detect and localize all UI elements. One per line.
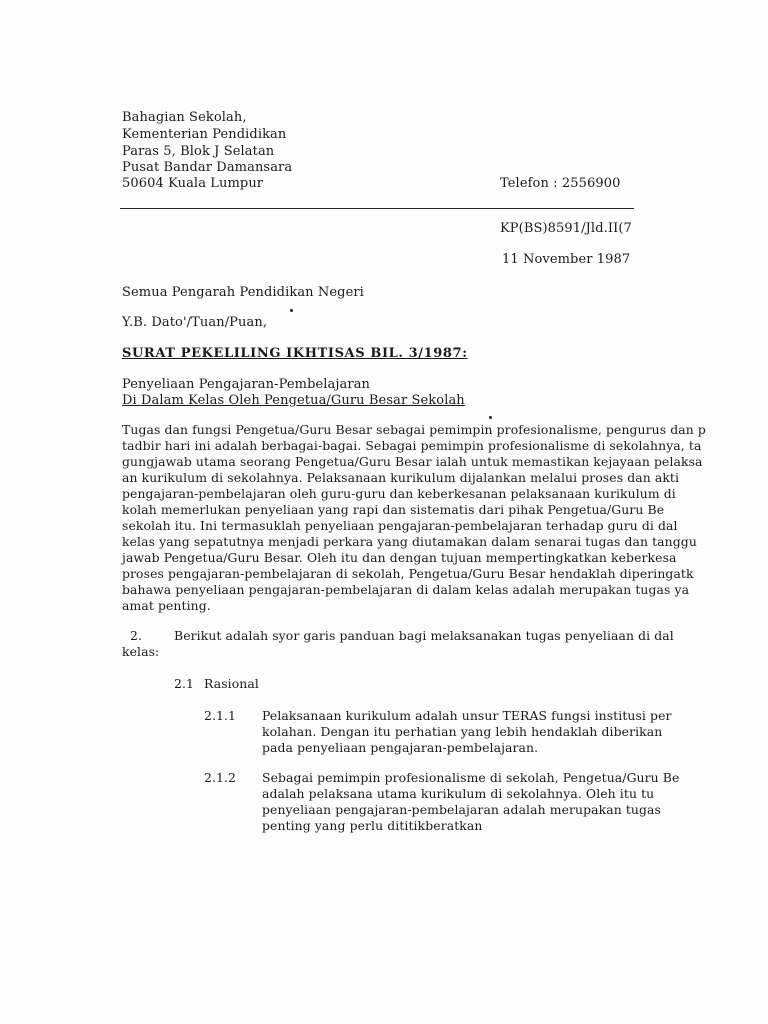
item-2-1-1-line: pada penyeliaan pengajaran-pembelajaran. (262, 740, 539, 755)
item-2-1-2-line: Sebagai pemimpin profesionalisme di sekolah, Pengetua/Guru Be (262, 770, 680, 785)
paragraph2-line-2: kelas: (122, 644, 160, 659)
paragraph2-line-1: Berikut adalah syor garis panduan bagi melaksanakan tugas penyeliaan di dal (174, 628, 674, 643)
recipient: Semua Pengarah Pendidikan Negeri (122, 285, 364, 300)
paragraph1-line: tadbir hari ini adalah berbagai-bagai. Sebagai pemimpin profesionalisme di sekolahnya, ta (122, 438, 702, 453)
item-2-1-1-number: 2.1.1 (204, 708, 237, 723)
circular-title: SURAT PEKELILING IKHTISAS BIL. 3/1987: (122, 346, 468, 361)
item-2-1-1-line: kolahan. Dengan itu perhatian yang lebih hendaklah diberikan (262, 724, 663, 739)
reference-number: KP(BS)8591/Jld.II(7 (500, 221, 632, 236)
paragraph1-line: sekolah itu. Ini termasuklah penyeliaan pengajaran-pembelajaran terhadap guru di dal (122, 518, 678, 533)
telephone-number: Telefon : 2556900 (500, 176, 621, 191)
paragraph1-line: pengajaran-pembelajaran oleh guru-guru dan keberkesanan pelaksanaan kurikulum di (122, 486, 676, 501)
address-line-5: 50604 Kuala Lumpur (122, 176, 264, 191)
section-2-1-number: 2.1 (174, 676, 195, 691)
address-line-3: Paras 5, Blok J Selatan (122, 144, 275, 159)
scan-speck (290, 309, 293, 312)
paragraph1-line: proses pengajaran-pembelajaran di sekolah, Pengetua/Guru Besar hendaklah diperingatk (122, 566, 694, 581)
paragraph1-line: an kurikulum di sekolahnya. Pelaksanaan kurikulum dijalankan melalui proses dan akti (122, 470, 680, 485)
item-2-1-2-line-cropped: penting yang perlu dititikberatkan (262, 818, 483, 833)
letter-date: 11 November 1987 (502, 252, 631, 267)
subject-line-1: Penyeliaan Pengajaran-Pembelajaran (122, 377, 371, 392)
letterhead-divider (120, 208, 634, 209)
address-line-1: Bahagian Sekolah, (122, 110, 247, 125)
item-2-1-2-line: adalah pelaksana utama kurikulum di sekolahnya. Oleh itu tu (262, 786, 655, 801)
paragraph2-number: 2. (130, 628, 143, 643)
scan-speck (489, 416, 492, 419)
item-2-1-2-line: penyeliaan pengajaran-pembelajaran adalah merupakan tugas (262, 802, 661, 817)
item-2-1-2-number: 2.1.2 (204, 770, 237, 785)
paragraph1-line: kolah memerlukan penyeliaan yang rapi dan sistematis dari pihak Pengetua/Guru Be (122, 502, 665, 517)
address-line-4: Pusat Bandar Damansara (122, 160, 293, 175)
subject-line-2: Di Dalam Kelas Oleh Pengetua/Guru Besar Sekolah (122, 393, 465, 408)
item-2-1-1-line: Pelaksanaan kurikulum adalah unsur TERAS fungsi institusi per (262, 708, 672, 723)
paragraph1-line: bahawa penyeliaan pengajaran-pembelajaran di dalam kelas adalah merupakan tugas ya (122, 582, 690, 597)
paragraph1-line: jawab Pengetua/Guru Besar. Oleh itu dan dengan tujuan mempertingkatkan keberkesa (122, 550, 677, 565)
address-line-2: Kementerian Pendidikan (122, 127, 287, 142)
paragraph1-line: gungjawab utama seorang Pengetua/Guru Besar ialah untuk memastikan kejayaan pelaksa (122, 454, 703, 469)
paragraph1-line: amat penting. (122, 598, 211, 613)
paragraph1-line: kelas yang sepatutnya menjadi perkara yang diutamakan dalam senarai tugas dan tanggu (122, 534, 697, 549)
section-2-1-title: Rasional (204, 676, 259, 691)
paragraph1-line: Tugas dan fungsi Pengetua/Guru Besar sebagai pemimpin profesionalisme, pengurus dan p (122, 422, 706, 437)
salutation: Y.B. Dato'/Tuan/Puan, (122, 315, 268, 330)
